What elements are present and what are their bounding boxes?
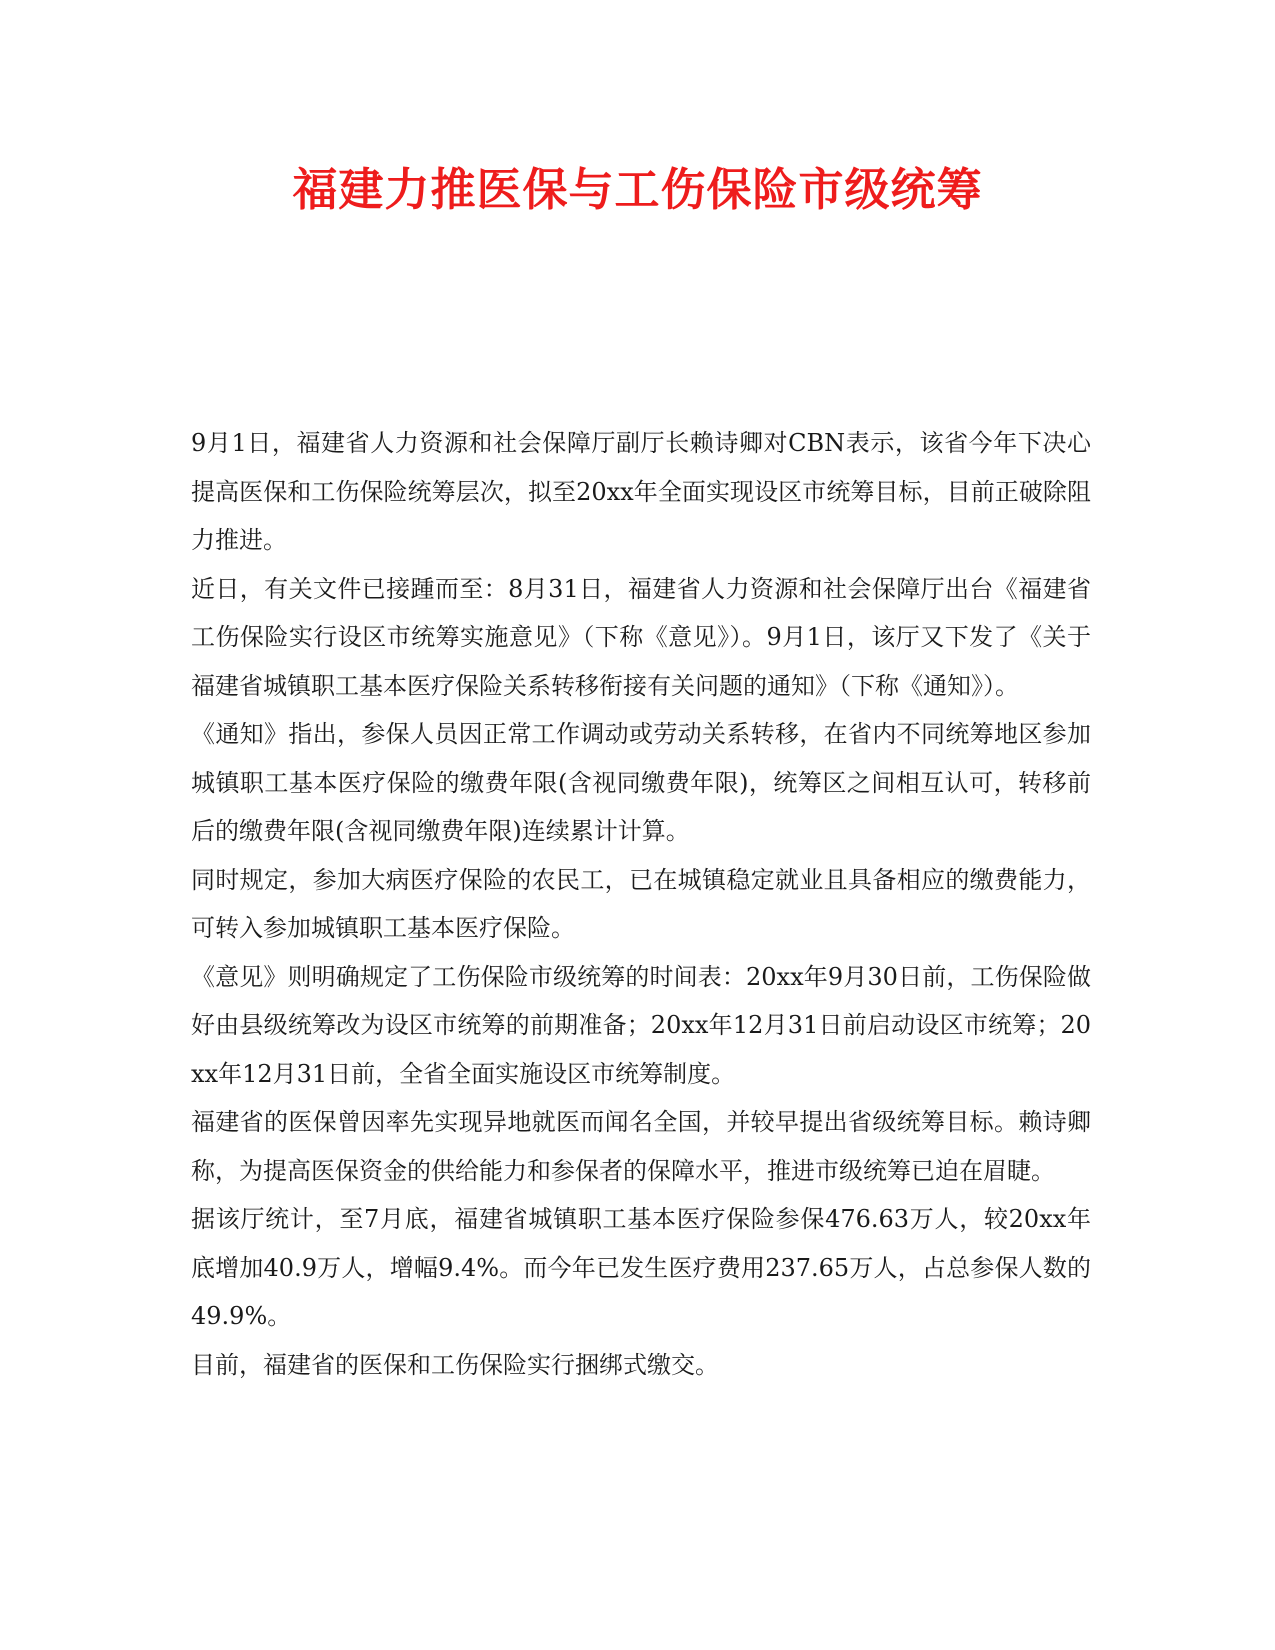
paragraph-5: 《意见》则明确规定了工伤保险市级统筹的时间表：20xx年9月30日前，工伤保险做好由县级统筹改为设区市统筹的前期准备；20xx年12月31日前启动设区市统筹；20xx年12月31日前，全省全面实施设区市统筹制度。	[191, 962, 1091, 1088]
paragraph-7: 据该厅统计，至7月底，福建省城镇职工基本医疗保险参保476.63万人，较20xx年底增加40.9万人，增幅9.4%。而今年已发生医疗费用237.65万人，占总参保人数的49.9%。	[191, 1205, 1091, 1330]
paragraph-3: 《通知》指出，参保人员因正常工作调动或劳动关系转移，在省内不同统筹地区参加城镇职工基本医疗保险的缴费年限(含视同缴费年限)，统筹区之间相互认可，转移前后的缴费年限(含视同缴费年限)连续累计计算。	[191, 720, 1091, 845]
paragraph-6: 福建省的医保曾因率先实现异地就医而闻名全国，并较早提出省级统筹目标。赖诗卿称，为提高医保资金的供给能力和参保者的保障水平，推进市级统筹已迫在眉睫。	[191, 1108, 1091, 1185]
paragraph-8: 目前，福建省的医保和工伤保险实行捆绑式缴交。	[191, 1350, 719, 1379]
paragraph-2: 近日，有关文件已接踵而至：8月31日，福建省人力资源和社会保障厅出台《福建省工伤保险实行设区市统筹实施意见》（下称《意见》）。9月1日，该厅又下发了《关于福建省城镇职工基本医疗保险关系转移衔接有关问题的通知》（下称《通知》）。	[191, 574, 1091, 700]
document-title: 福建力推医保与工伤保险市级统筹	[292, 163, 983, 216]
paragraph-4: 同时规定，参加大病医疗保险的农民工，已在城镇稳定就业且具备相应的缴费能力，可转入参加城镇职工基本医疗保险。	[191, 865, 1091, 942]
document-body	[191, 419, 1091, 1389]
paragraph-1: 9月1日，福建省人力资源和社会保障厅副厅长赖诗卿对CBN表示，该省今年下决心提高医保和工伤保险统筹层次，拟至20xx年全面实现设区市统筹目标，目前正破除阻力推进。	[191, 429, 1091, 554]
